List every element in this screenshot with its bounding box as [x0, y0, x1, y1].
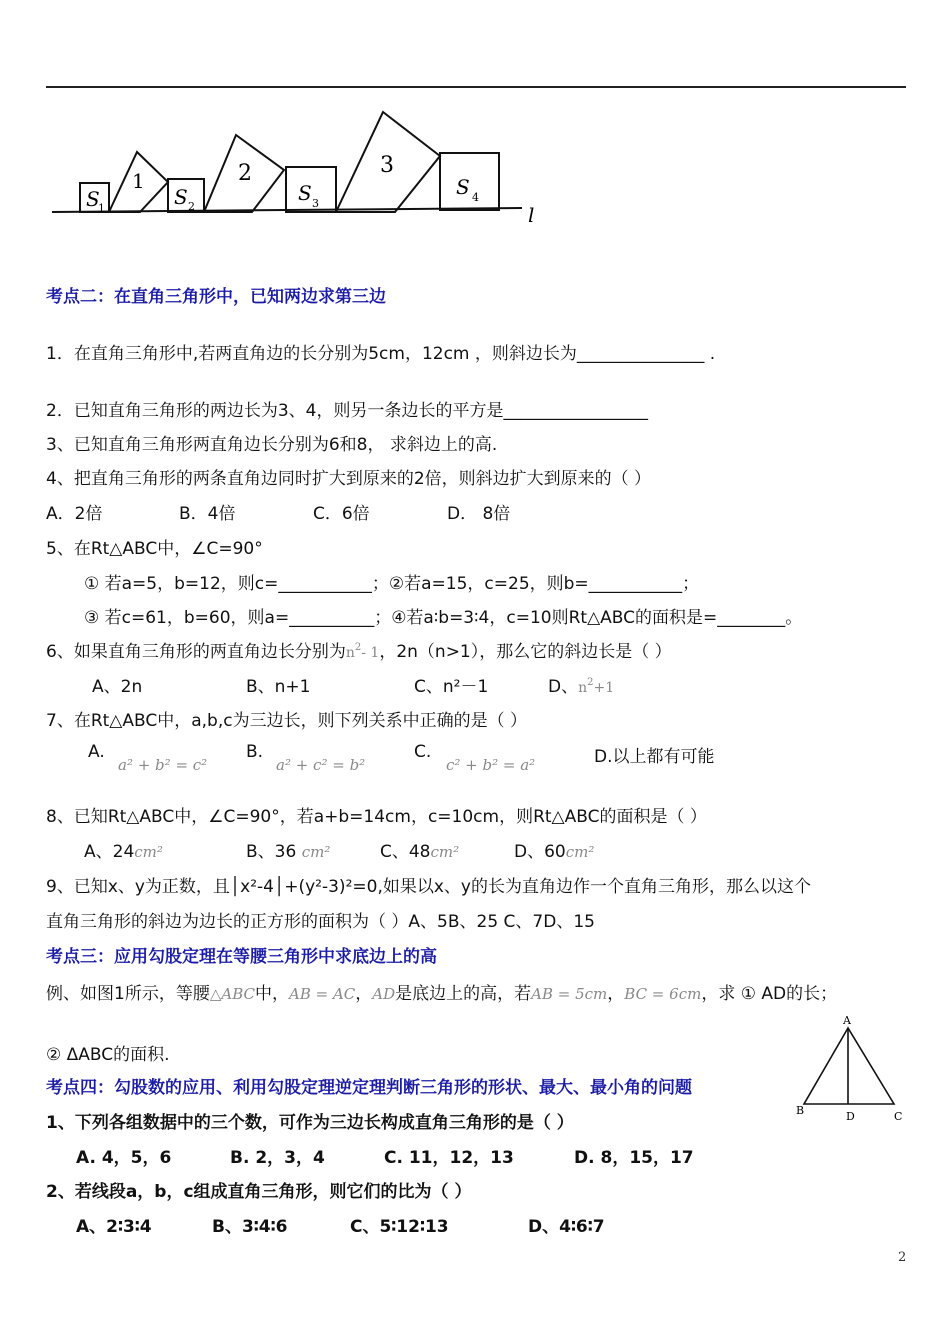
q6-option-c: C、n²－1 — [414, 677, 489, 697]
s2-question-1: 1．在直角三角形中,若两直角边的长分别为5cm，12cm ，则斜边长为_______________ . — [46, 344, 716, 364]
label-s2-sub: 2 — [188, 200, 195, 213]
label-sq3: 3 — [380, 153, 394, 178]
q7-option-a-label: A. — [88, 742, 105, 762]
ex-mid4: ， — [607, 984, 625, 1004]
q8-option-b-unit: cm² — [301, 843, 331, 861]
s3-example-line1 — [46, 979, 837, 1004]
ex-ab-value: AB = 5cm — [531, 985, 608, 1003]
q7-option-a-math: a² + b² = c² — [118, 756, 208, 774]
q8-option-a — [84, 837, 163, 862]
vertex-c-label: C — [894, 1110, 903, 1123]
q8-option-c-unit: cm² — [430, 843, 460, 861]
q5-line-2: ③ 若c=61，b=60，则a=__________；④若a∶b=3∶4，c=10则Rt△ABC的面积是=________。 — [84, 608, 803, 628]
s2-question-7: 7、在Rt△ABC中，a,b,c为三边长，则下列关系中正确的是（ ） — [46, 711, 527, 731]
section3-heading: 考点三：应用勾股定理在等腰三角形中求底边上的高 — [46, 947, 437, 967]
label-s1-sub: 1 — [98, 202, 105, 215]
s2-question-4: 4、把直角三角形的两条直角边同时扩大到原来的2倍，则斜边扩大到原来的（ ） — [46, 469, 652, 489]
ex-bc-value: BC = 6cm — [624, 985, 702, 1003]
label-s3-sub: 3 — [312, 197, 319, 210]
q8-option-b-text: B、36 — [246, 842, 297, 862]
q6-option-d-tail: +1 — [593, 680, 615, 696]
q8-option-d-unit: cm² — [565, 843, 595, 861]
s2-question-8: 8、已知Rt△ABC中，∠C=90°，若a+b=14cm，c=10cm，则Rt△ABC的面积是（ ） — [46, 807, 707, 827]
label-sq2: 2 — [238, 161, 252, 186]
q6-math1-base: n — [345, 645, 355, 661]
q7-option-b-math: a² + c² = b² — [276, 756, 366, 774]
s4-q1-option-a: A. 4，5，6 — [76, 1148, 172, 1168]
triangle-abc — [804, 1028, 894, 1104]
q6-option-b: B、n+1 — [246, 677, 311, 697]
label-sq1: 1 — [132, 169, 145, 193]
s2-question-6 — [46, 637, 672, 662]
section2-heading: 考点二：在直角三角形中，已知两边求第三边 — [46, 287, 386, 307]
ex-triangle: △ABC — [209, 985, 255, 1003]
ex-ab-eq-ac: AB = AC — [288, 985, 356, 1003]
ex-mid1: 中， — [254, 984, 289, 1004]
s4-question-1: 1、下列各组数据中的三个数，可作为三边长构成直角三角形的是（ ） — [46, 1113, 574, 1133]
q8-option-d — [514, 837, 594, 862]
label-s3: S — [298, 181, 312, 205]
q4-option-d: D． 8倍 — [447, 504, 511, 524]
ex-prefix: 例、如图1所示，等腰 — [46, 984, 210, 1004]
squares-figure — [40, 100, 560, 230]
s4-q2-option-c: C、5∶12∶13 — [350, 1217, 449, 1237]
section4-heading: 考点四：勾股数的应用、利用勾股定理逆定理判断三角形的形状、最大、最小角的问题 — [46, 1078, 692, 1098]
label-s4: S — [456, 175, 470, 199]
s4-q1-option-b: B. 2，3，4 — [230, 1148, 325, 1168]
s4-q2-option-d: D、4∶6∶7 — [528, 1217, 605, 1237]
q6-math1-tail: - 1 — [361, 645, 380, 661]
ex-mid2: ， — [355, 984, 373, 1004]
label-s4-sub: 4 — [472, 191, 479, 204]
label-s1: S — [86, 187, 100, 211]
page-number: 2 — [898, 1250, 907, 1265]
q4-option-c: C．6倍 — [313, 504, 370, 524]
q8-option-c — [380, 837, 459, 862]
q8-option-b — [246, 837, 330, 862]
q8-option-c-text: C、48 — [380, 842, 431, 862]
vertex-a-label: A — [843, 1014, 851, 1027]
s2-question-5: 5、在Rt△ABC中，∠C=90° — [46, 539, 263, 559]
q6-suffix: ，2n（n>1），那么它的斜边长是（ ） — [379, 642, 672, 662]
q4-option-a: A．2倍 — [46, 504, 103, 524]
ex-ad: AD — [372, 985, 396, 1003]
q6-prefix: 6、如果直角三角形的两直角边长分别为 — [46, 642, 346, 662]
s4-q2-option-b: B、3∶4∶6 — [212, 1217, 288, 1237]
q7-option-b-label: B. — [246, 742, 264, 762]
ex-mid3: 是底边上的高，若 — [395, 984, 532, 1004]
s4-q1-option-d: D. 8，15，17 — [574, 1148, 694, 1168]
s2-question-2: 2．已知直角三角形的两边长为3、4，则另一条边长的平方是_________________ — [46, 401, 648, 421]
q8-option-d-text: D、60 — [514, 842, 566, 862]
q6-option-d — [548, 672, 614, 697]
q8-option-a-unit: cm² — [134, 843, 163, 861]
label-line-l: l — [528, 203, 535, 227]
s3-example-line2: ② ΔABC的面积. — [46, 1045, 170, 1065]
q6-option-d-sup: 2 — [587, 677, 594, 688]
s4-q1-option-c: C. 11，12，13 — [384, 1148, 514, 1168]
q7-option-d: D.以上都有可能 — [594, 747, 715, 767]
s4-q2-option-a: A、2∶3∶4 — [76, 1217, 152, 1237]
q5-line-1: ① 若a=5，b=12，则c=___________；②若a=15，c=25，则b=___________； — [84, 574, 700, 594]
q6-option-d-math: n — [578, 680, 588, 696]
q4-option-b: B．4倍 — [179, 504, 236, 524]
s2-question-9-line2: 直角三角形的斜边为边长的正方形的面积为（ ）A、5B、25 C、7D、15 — [46, 912, 595, 932]
q6-option-d-label: D、 — [548, 677, 579, 697]
vertex-b-label: B — [796, 1104, 805, 1117]
q6-math1-sup: 2 — [354, 642, 362, 653]
label-s2: S — [174, 185, 188, 209]
s2-question-9-line1: 9、已知x、y为正数，且│x²-4│+(y²-3)²=0,如果以x、y的长为直角边作一个直角三角形，那么以这个 — [46, 877, 811, 897]
q6-option-a: A、2n — [92, 677, 143, 697]
s4-question-2: 2、若线段a，b，c组成直角三角形，则它们的比为（ ） — [46, 1182, 472, 1202]
s2-question-3: 3、已知直角三角形两直角边长分别为6和8， 求斜边上的高. — [46, 435, 498, 455]
ex-suffix: ，求 ① AD的长； — [701, 984, 838, 1004]
q7-option-c-math: c² + b² = a² — [446, 756, 536, 774]
point-d-label: D — [846, 1110, 855, 1123]
q8-option-a-text: A、24 — [84, 842, 135, 862]
triangle-figure — [790, 1012, 908, 1130]
q7-option-c-label: C. — [414, 742, 432, 762]
header-rule — [46, 86, 906, 88]
